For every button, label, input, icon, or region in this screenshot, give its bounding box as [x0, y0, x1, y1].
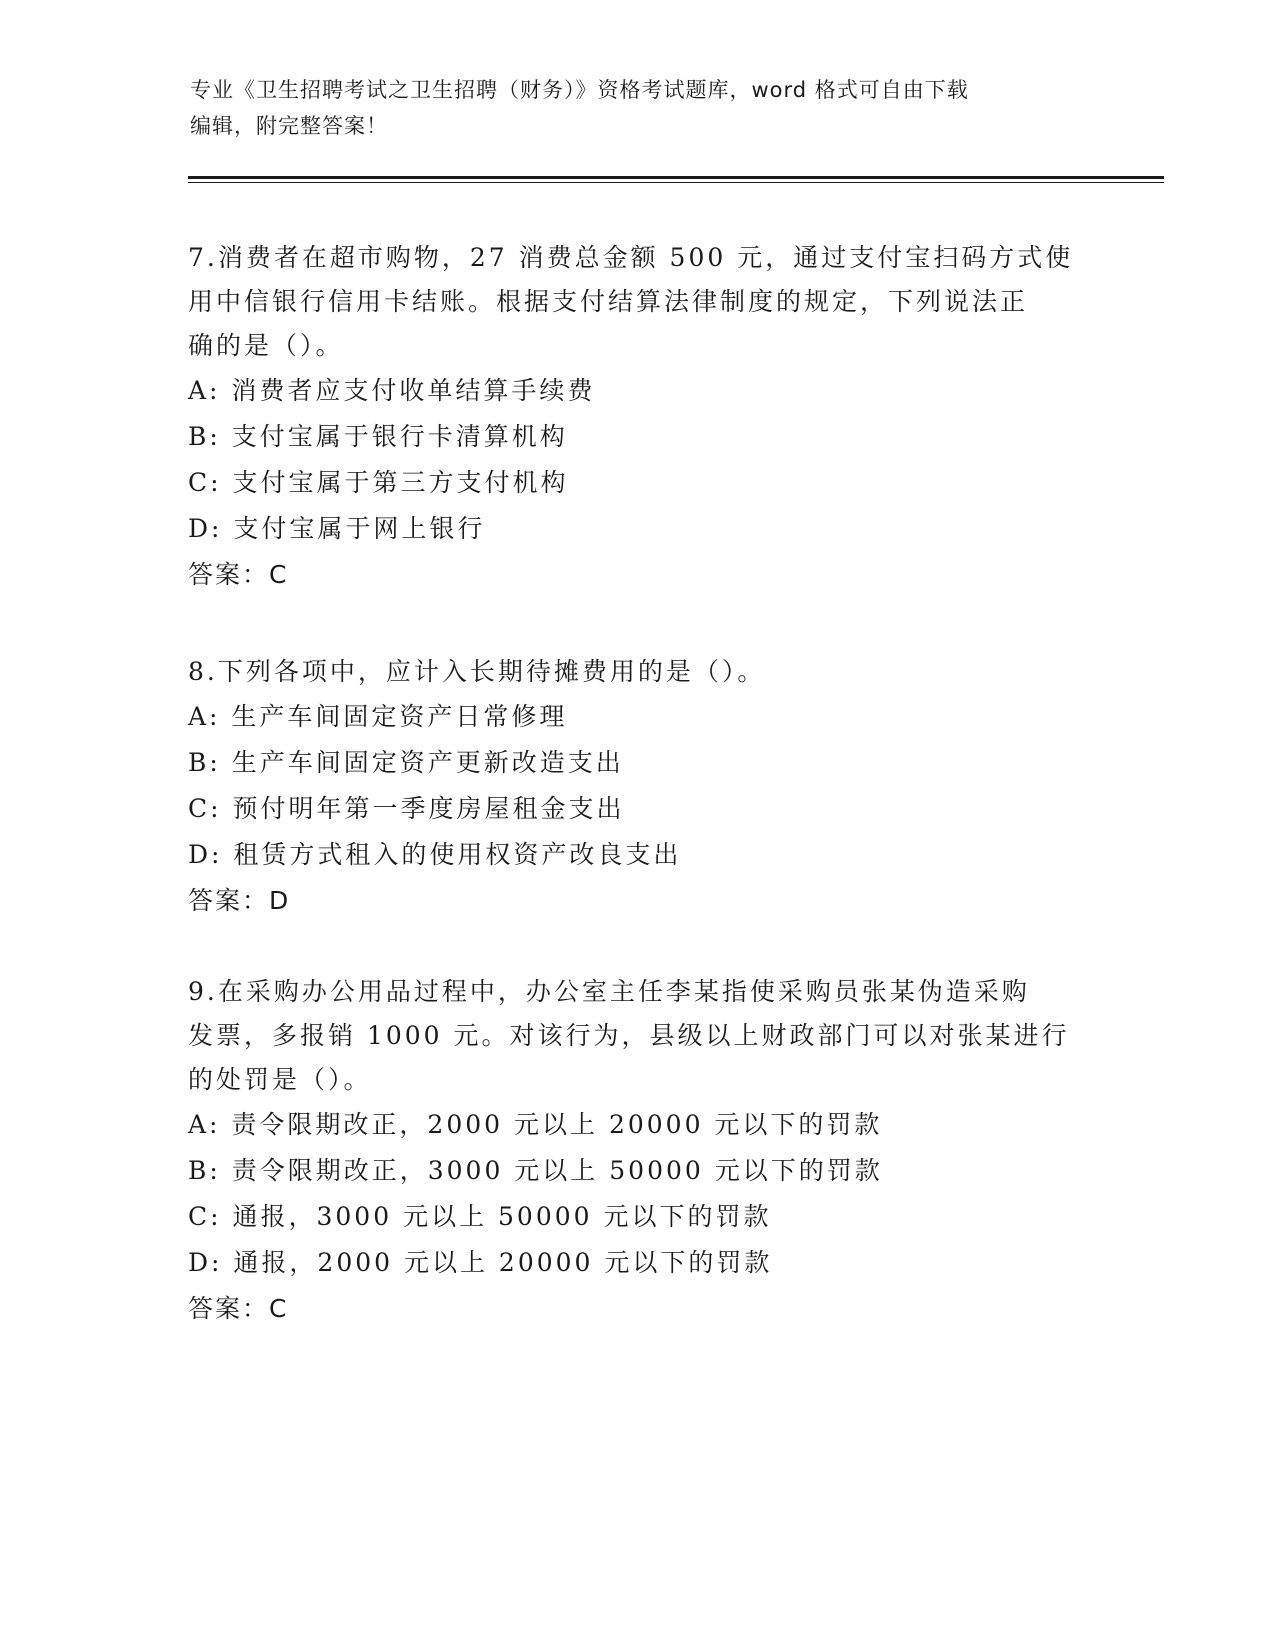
option-d: D: 支付宝属于网上银行 [188, 514, 486, 543]
option-b: B: 责令限期改正，3000 元以上 50000 元以下的罚款 [188, 1156, 883, 1185]
question-stem-line: 用中信银行信用卡结账。根据支付结算法律制度的规定，下列说法正 [188, 287, 1029, 316]
answer-line: 答案：D [188, 886, 291, 915]
question-9 [188, 970, 1088, 1332]
answer-line: 答案：C [188, 560, 289, 589]
question-stem-line: 发票，多报销 1000 元。对该行为，县级以上财政部门可以对张某进行 [188, 1021, 1070, 1050]
option-a: A: 责令限期改正，2000 元以上 20000 元以下的罚款 [188, 1110, 883, 1139]
option-d: D: 通报，2000 元以上 20000 元以下的罚款 [188, 1248, 773, 1277]
option-d: D: 租赁方式租入的使用权资产改良支出 [188, 840, 682, 869]
question-stem-line: 确的是（）。 [188, 331, 344, 360]
question-stem-line: 9.在采购办公用品过程中，办公室主任李某指使采购员张某伪造采购 [188, 977, 1030, 1006]
option-a: A: 生产车间固定资产日常修理 [188, 702, 568, 731]
header-line-2: 编辑，附完整答案！ [190, 114, 388, 138]
header-divider-thick [188, 176, 1164, 179]
option-c: C: 支付宝属于第三方支付机构 [188, 468, 569, 497]
question-stem-line: 7.消费者在超市购物，27 消费总金额 500 元，通过支付宝扫码方式使 [188, 243, 1074, 272]
question-stem-line: 的处罚是（）。 [188, 1065, 372, 1094]
answer-line: 答案：C [188, 1294, 289, 1323]
document-header [190, 72, 1090, 144]
question-stem-line: 8.下列各项中，应计入长期待摊费用的是（）。 [188, 657, 766, 686]
option-c: C: 预付明年第一季度房屋租金支出 [188, 794, 625, 823]
question-7 [188, 236, 1088, 598]
option-a: A: 消费者应支付收单结算手续费 [188, 376, 596, 405]
option-b: B: 生产车间固定资产更新改造支出 [188, 748, 624, 777]
header-line-1: 专业《卫生招聘考试之卫生招聘（财务）》资格考试题库，word 格式可自由下载 [190, 78, 969, 102]
option-b: B: 支付宝属于银行卡清算机构 [188, 422, 568, 451]
question-8 [188, 650, 1088, 924]
option-c: C: 通报，3000 元以上 50000 元以下的罚款 [188, 1202, 772, 1231]
header-divider-thin [188, 182, 1164, 183]
